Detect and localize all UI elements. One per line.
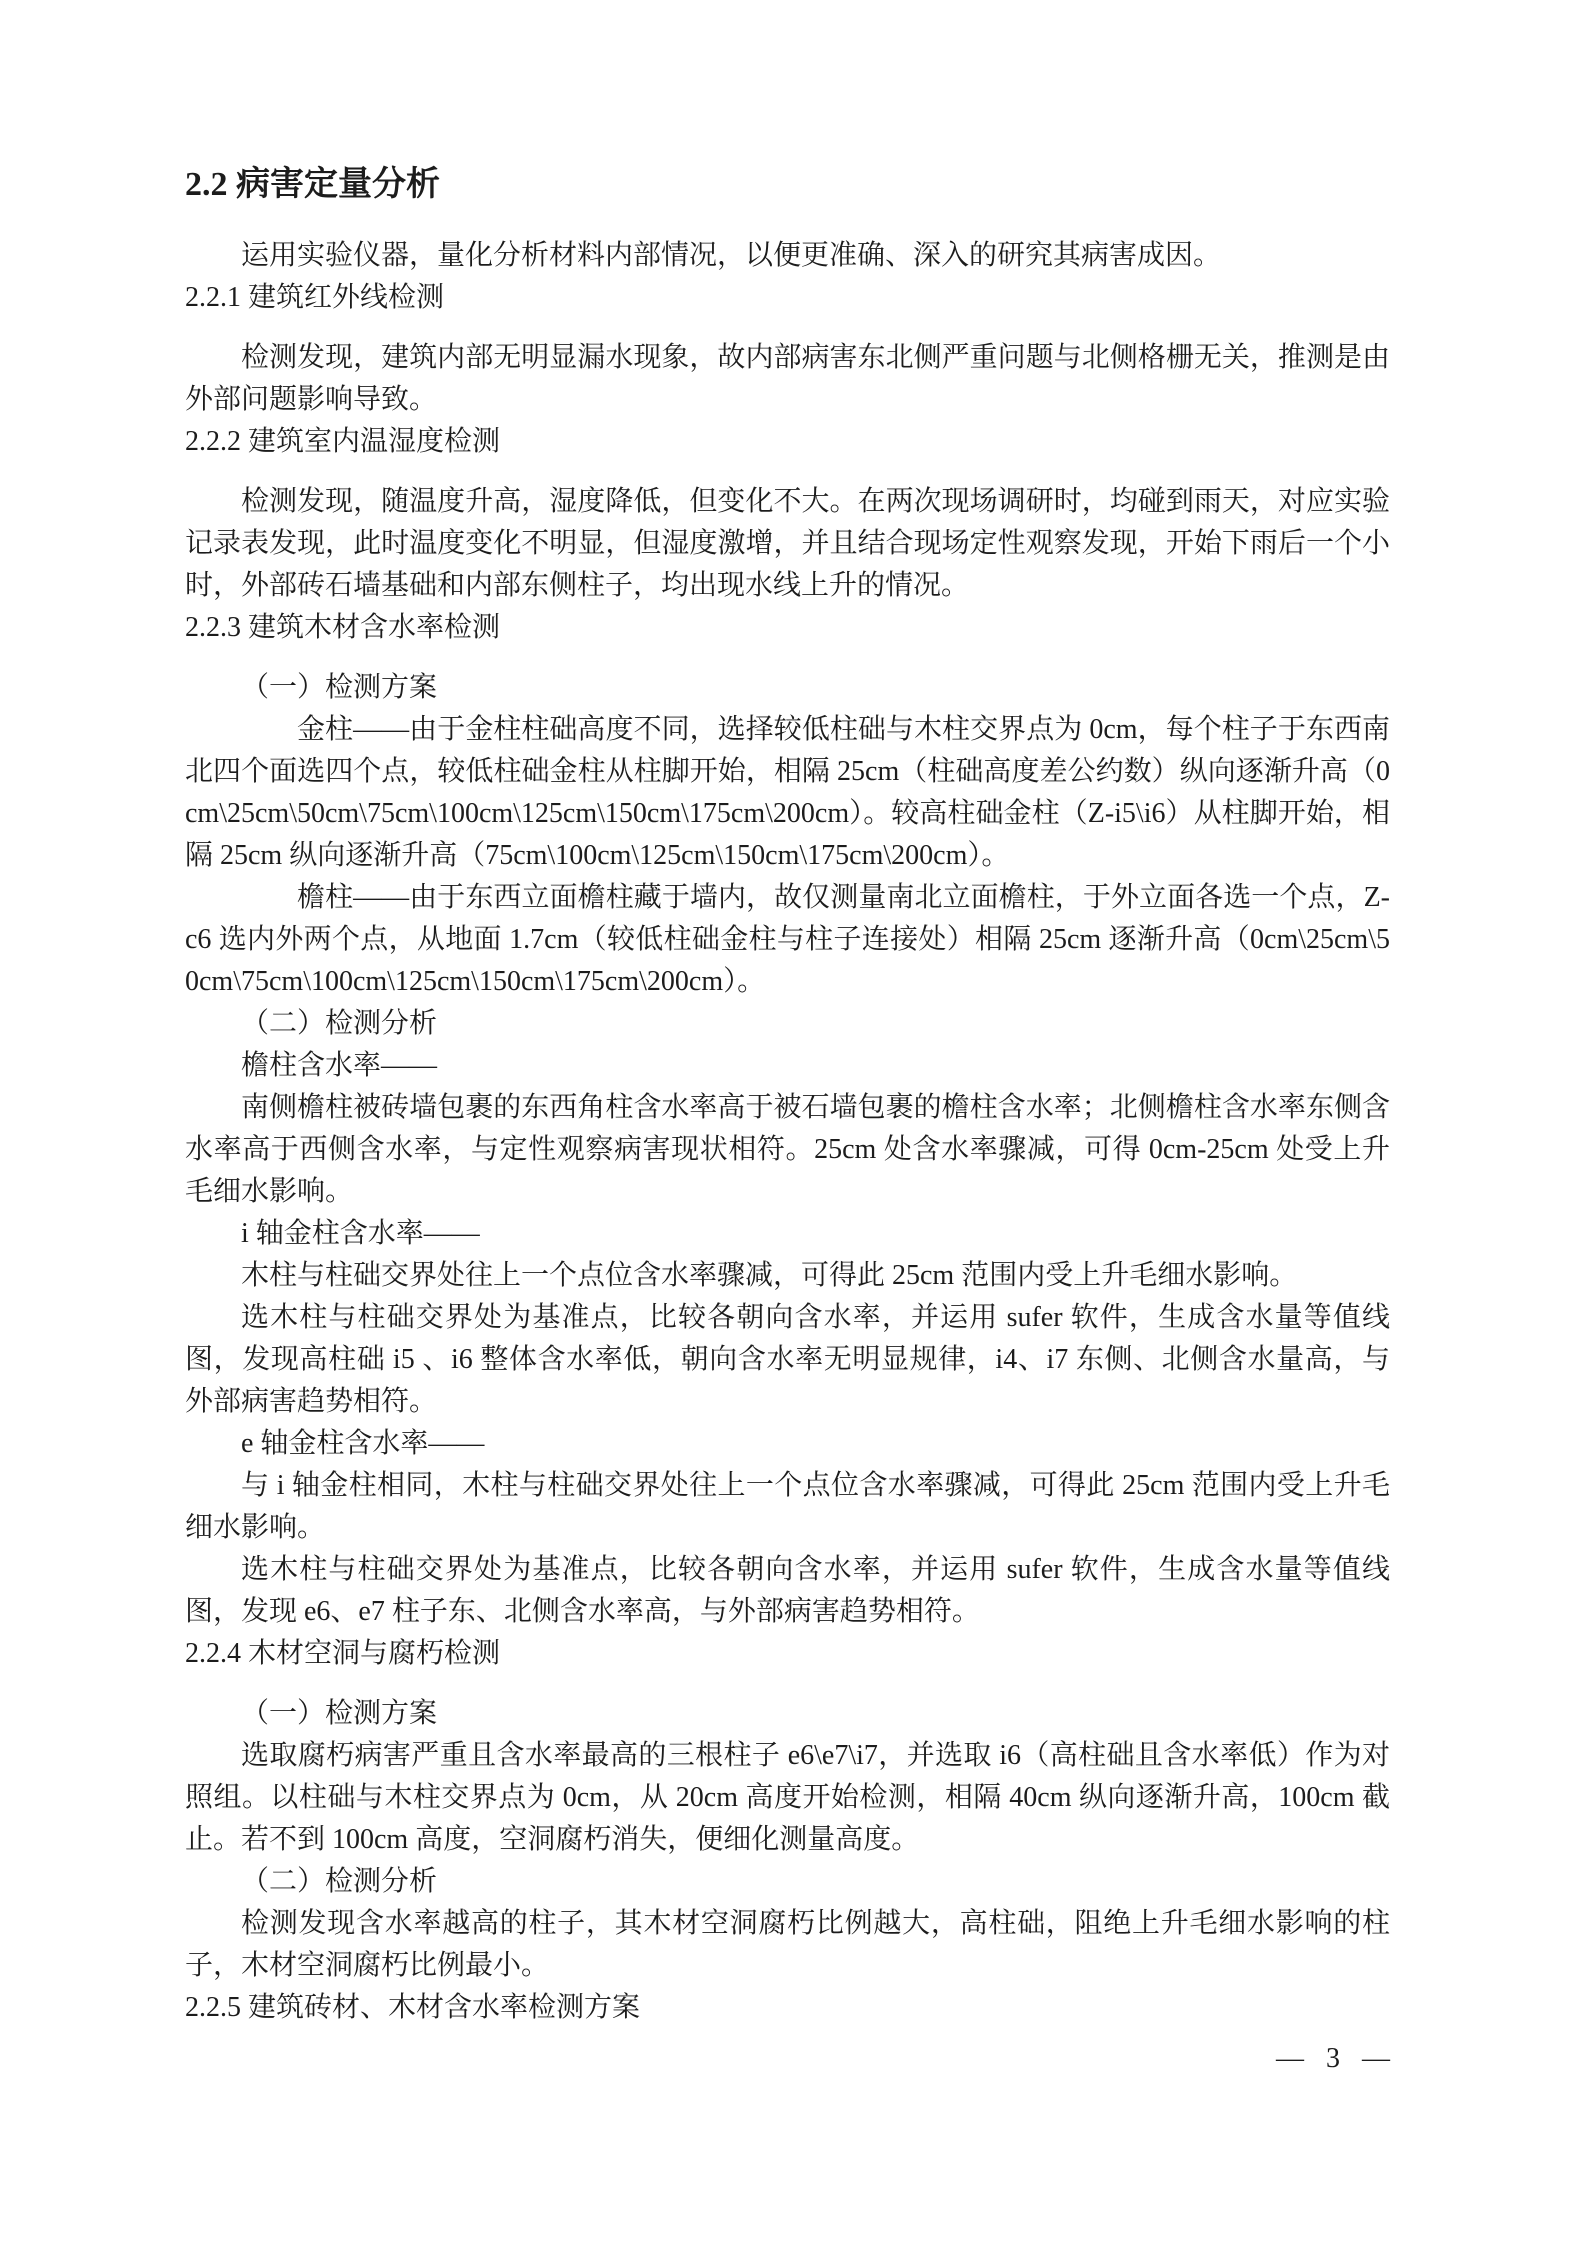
subsection-label-analysis: （二）检测分析 (241, 1008, 438, 1039)
paragraph-lead: e 轴金柱含水率—— (241, 1428, 485, 1459)
subsection-label-plan: （一）检测方案 (241, 1698, 438, 1729)
section-heading-2-2-4: 2.2.4 木材空洞与腐朽检测 (185, 1638, 501, 1669)
paragraph: 选取腐朽病害严重且含水率最高的三根柱子 e6\e7\i7，并选取 i6（高柱础且含水率低）作为对照组。以柱础与木柱交界点为 0cm，从 20cm 高度开始检测，相隔 40cm 纵向逐渐升高，100cm 截止。若不到 100cm 高度，空洞腐朽消失，便细化测量高度。 (185, 1740, 1390, 1855)
page-footer (1276, 2038, 1390, 2080)
paragraph: 选木柱与柱础交界处为基准点，比较各朝向含水率，并运用 sufer 软件，生成含水量等值线图，发现 e6、e7 柱子东、北侧含水率高，与外部病害趋势相符。 (185, 1554, 1390, 1627)
section-heading-2-2-2: 2.2.2 建筑室内温湿度检测 (185, 426, 501, 457)
paragraph-lead: i 轴金柱含水率—— (241, 1218, 480, 1249)
paragraph: 检测发现含水率越高的柱子，其木材空洞腐朽比例越大，高柱础，阻绝上升毛细水影响的柱子，木材空洞腐朽比例最小。 (185, 1908, 1390, 1981)
page-number: 3 (1326, 2043, 1340, 2074)
paragraph: 南侧檐柱被砖墙包裹的东西角柱含水率高于被石墙包裹的檐柱含水率；北侧檐柱含水率东侧含水率高于西侧含水率，与定性观察病害现状相符。25cm 处含水率骤减，可得 0cm-25cm 处受上升毛细水影响。 (185, 1092, 1390, 1207)
paragraph: 金柱——由于金柱柱础高度不同，选择较低柱础与木柱交界点为 0cm，每个柱子于东西南北四个面选四个点，较低柱础金柱从柱脚开始，相隔 25cm（柱础高度差公约数）纵向逐渐升高（0cm\25cm\50cm\75cm\100cm\125cm\150cm\175cm\200cm）。较高柱础金柱（Z-i5\i6）从柱脚开始，相隔 25cm 纵向逐渐升高（75cm\100cm\125cm\150cm\175cm\200cm）。 (185, 714, 1390, 871)
paragraph: 木柱与柱础交界处往上一个点位含水率骤减，可得此 25cm 范围内受上升毛细水影响。 (241, 1260, 1298, 1291)
document-body (185, 162, 1390, 2029)
section-heading-2-2-1: 2.2.1 建筑红外线检测 (185, 282, 445, 313)
section-heading-2-2-3: 2.2.3 建筑木材含水率检测 (185, 612, 501, 643)
paragraph: 檐柱——由于东西立面檐柱藏于墙内，故仅测量南北立面檐柱，于外立面各选一个点，Z-c6 选内外两个点，从地面 1.7cm（较低柱础金柱与柱子连接处）相隔 25cm 逐渐升高（0cm\25cm\50cm\75cm\100cm\125cm\150cm\175cm\200cm）。 (185, 882, 1390, 997)
paragraph-intro: 运用实验仪器，量化分析材料内部情况，以便更准确、深入的研究其病害成因。 (241, 240, 1222, 271)
paragraph-lead: 檐柱含水率—— (241, 1050, 438, 1081)
footer-dash-right: — (1362, 2043, 1390, 2074)
paragraph: 检测发现，随温度升高，湿度降低，但变化不大。在两次现场调研时，均碰到雨天，对应实验记录表发现，此时温度变化不明显，但湿度激增，并且结合现场定性观察发现，开始下雨后一个小时，外部砖石墙基础和内部东侧柱子，均出现水线上升的情况。 (185, 486, 1390, 601)
subsection-label-plan: （一）检测方案 (241, 672, 438, 703)
paragraph: 检测发现，建筑内部无明显漏水现象，故内部病害东北侧严重问题与北侧格栅无关，推测是由外部问题影响导致。 (185, 342, 1390, 415)
footer-dash-left: — (1276, 2043, 1304, 2074)
paragraph: 与 i 轴金柱相同，木柱与柱础交界处往上一个点位含水率骤减，可得此 25cm 范围内受上升毛细水影响。 (185, 1470, 1390, 1543)
section-heading-2-2-5: 2.2.5 建筑砖材、木材含水率检测方案 (185, 1992, 641, 2023)
paragraph: 选木柱与柱础交界处为基准点，比较各朝向含水率，并运用 sufer 软件，生成含水量等值线图，发现高柱础 i5 、i6 整体含水率低，朝向含水率无明显规律，i4、i7 东侧、北侧含水量高，与外部病害趋势相符。 (185, 1302, 1390, 1417)
subsection-label-analysis: （二）检测分析 (241, 1866, 438, 1897)
chapter-heading: 2.2 病害定量分析 (185, 166, 440, 203)
